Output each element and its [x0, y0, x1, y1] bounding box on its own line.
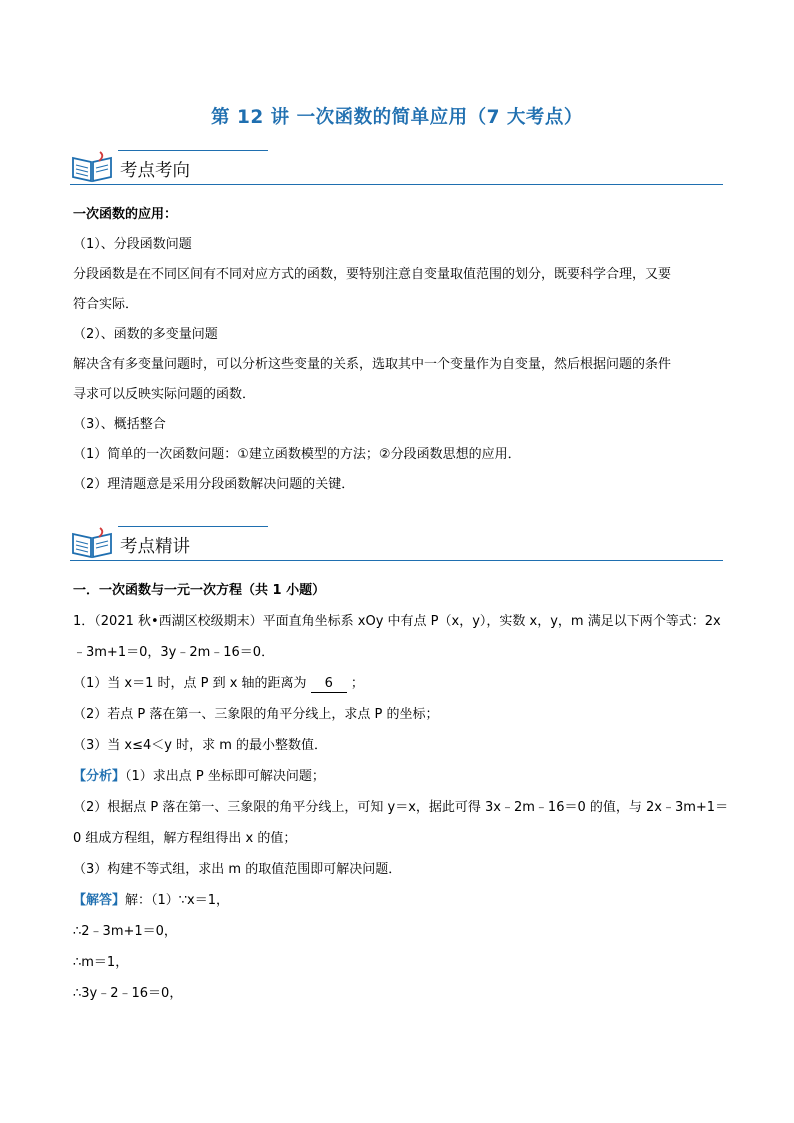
section-header-topline: [118, 526, 268, 527]
section-header-label: 考点考向: [120, 161, 190, 181]
concept-p2-head: （2）、函数的多变量问题: [73, 327, 218, 342]
solution-line4: ∴3y﹣2﹣16＝0，: [73, 986, 183, 1001]
analysis-line1: [73, 761, 723, 792]
analysis-line3: 0 组成方程组，解方程组得出 x 的值；: [73, 831, 297, 846]
concept-p3-line2: （2）理清题意是采用分段函数解决问题的关键．: [73, 477, 355, 492]
analysis-line4: （3）构建不等式组，求出 m 的取值范围即可解决问题．: [73, 862, 402, 877]
question-part1-end: ；: [350, 676, 364, 691]
question-part1-answer: 6: [311, 676, 347, 693]
open-book-icon: [70, 150, 114, 184]
concept-p1-head: （1）、分段函数问题: [73, 237, 192, 252]
section-header-topline: [118, 150, 268, 151]
concept-p3-line1: （1）简单的一次函数问题：①建立函数模型的方法；②分段函数思想的应用．: [73, 447, 521, 462]
solution-tag: 【解答】: [73, 893, 126, 908]
question-part1-text: （1）当 x＝1 时，点 P 到 x 轴的距离为: [73, 676, 311, 691]
document-title: 第 12 讲 一次函数的简单应用（7 大考点）: [211, 107, 583, 128]
concept-p1-line2: 符合实际．: [73, 297, 139, 312]
analysis-tag: 【分析】: [73, 769, 126, 784]
concept-p1-line1: 分段函数是在不同区间有不同对应方式的函数，要特别注意自变量取值范围的划分，既要科学合理，又要: [73, 267, 672, 282]
concept-p2-line2: 寻求可以反映实际问题的函数．: [73, 387, 256, 402]
analysis-text1: （1）求出点 P 坐标即可解决问题；: [125, 769, 325, 784]
question-part3: （3）当 x≤4＜y 时，求 m 的最小整数值．: [73, 738, 328, 753]
concept-block: [73, 200, 723, 500]
topic1-block: [73, 575, 729, 1009]
question-part1: [73, 668, 723, 699]
topic-heading: 一．一次函数与一元一次方程（共 1 小题）: [73, 583, 326, 598]
solution-line3: ∴m＝1，: [73, 955, 129, 970]
open-book-icon: [70, 526, 114, 560]
section-header-kaodian-jingjiang: [70, 526, 723, 562]
section-header-underline: [70, 560, 723, 561]
section-header-kaodian-kaoxiang: [70, 150, 723, 186]
concept-p2-line1: 解决含有多变量问题时，可以分析这些变量的关系，选取其中一个变量作为自变量，然后根据问题的条件: [73, 357, 672, 372]
question-line1: 1．（2021 秋•西湖区校级期末）平面直角坐标系 xOy 中有点 P（x，y），实数 x，y，m 满足以下两个等式：2x: [73, 614, 721, 629]
section-header-label: 考点精讲: [120, 537, 190, 557]
concept-heading: 一次函数的应用：: [73, 207, 178, 222]
concept-p3-head: （3）、概括整合: [73, 417, 166, 432]
solution-line1: [73, 885, 723, 916]
solution-text1: 解：（1）∵x＝1，: [125, 893, 230, 908]
section-header-underline: [70, 184, 723, 185]
question-part2: （2）若点 P 落在第一、三象限的角平分线上，求点 P 的坐标；: [73, 707, 439, 722]
solution-line2: ∴2﹣3m+1＝0，: [73, 924, 177, 939]
analysis-line2: （2）根据点 P 落在第一、三象限的角平分线上，可知 y＝x，据此可得 3x﹣2m﹣16＝0 的值，与 2x﹣3m+1＝: [73, 800, 729, 815]
question-line2: ﹣3m+1＝0，3y﹣2m﹣16＝0．: [73, 645, 275, 660]
